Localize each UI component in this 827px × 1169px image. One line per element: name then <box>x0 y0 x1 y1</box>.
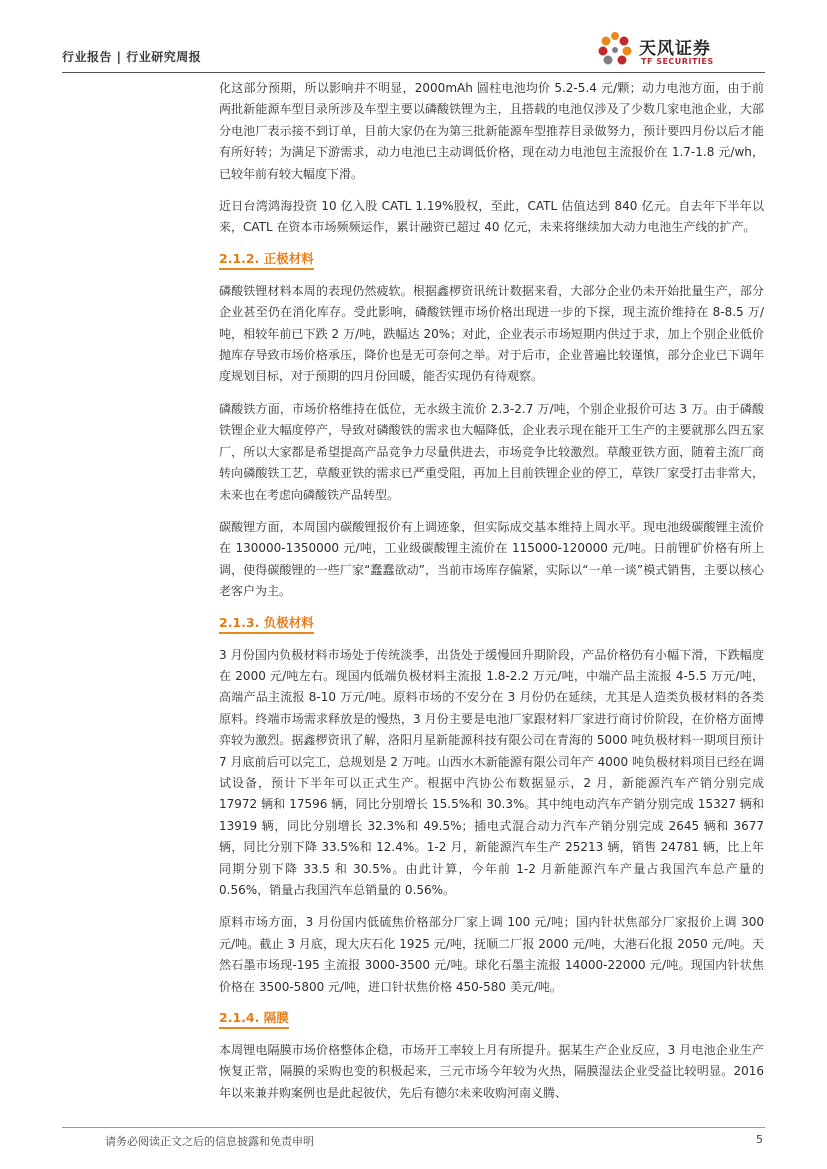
section-heading-separator <box>219 1009 764 1026</box>
page-header <box>62 28 765 74</box>
paragraph-anode-market: 3 月份国内负极材料市场处于传统淡季，出货处于缓慢回升期阶段，产品价格仍有小幅下滑，下跌幅度在 2000 元/吨左右。现国内低端负极材料主流报 1.8-2.2 万元/吨，中端产品主流报 4-5.5 万元/吨，高端产品主流报 8-10 万元/吨。原料市场的不安分在 3 月份仍在延续，尤其是人造类负极材料的各类原料。终端市场需求释放是的慢热，3 月份主要是电池厂家跟材料厂家进行商讨价阶段，在价格方面博弈较为激烈。据鑫椤资讯了解，洛阳月星新能源科技有限公司在青海的 5000 吨负极材料一期项目预计 7 月底前后可以完工，总规划是 2 万吨。山西水木新能源有限公司年产 4000 吨负极材料项目已经在调试设备，预计下半年可以正式生产。根据中汽协公布数据显示，2 月，新能源汽车产销分别完成 17972 辆和 17596 辆，同比分别增长 15.5%和 30.3%。其中纯电动汽车产销分别完成 15327 辆和 13919 辆，同比分别增长 32.3%和 49.5%；插电式混合动力汽车产销分别完成 2645 辆和 3677 辆，同比分别下降 33.5%和 12.4%。1-2 月，新能源汽车生产 25213 辆，销售 24781 辆，比上年同期分别下降 33.5 和 30.5%。由此计算，今年前 1-2 月新能源汽车产量占我国汽车总产量的 0.56%，销量占我国汽车总销量的 0.56%。 <box>219 647 764 897</box>
page-number: 5 <box>756 1133 763 1146</box>
section-heading-anode-text: 2.1.3. 负极材料 <box>219 614 314 634</box>
section-heading-anode <box>219 614 764 631</box>
paragraph-raw-materials: 原料市场方面，3 月份国内低硫焦价格部分厂家上调 100 元/吨；国内针状焦部分厂家报价上调 300 元/吨。截止 3 月底，现大庆石化 1925 元/吨，抚顺二厂报 2000 元/吨，大港石化报 2050 元/吨。天然石墨市场现-195 主流报 3000-3500 元/吨。球化石墨主流报 14000-22000 元/吨。现国内针状焦价格在 3500-5800 元/吨，进口针状焦价格 450-580 美元/吨。 <box>219 915 764 994</box>
main-content <box>219 78 764 1115</box>
footer-disclaimer-link[interactable]: 请务必阅读正文之后的信息披露和免责申明 <box>105 1135 314 1148</box>
section-heading-cathode-text: 2.1.2. 正极材料 <box>219 250 314 270</box>
paragraph-iron-phosphate: 磷酸铁方面，市场价格维持在低位，无水级主流价 2.3-2.7 万/吨，个别企业报价可达 3 万。由于磷酸铁锂企业大幅度停产，导致对磷酸铁的需求也大幅降低，企业表示现在能开工生产的主要就那么四五家厂，所以大家都是希望提高产品竞争力尽量供进去，市场竞争比较激烈。草酸亚铁方面，随着主流厂商转向磷酸铁工艺，草酸亚铁的需求已严重受阻，再加上目前铁锂企业的停工，草铁厂家受打击非常大，未来也在考虑向磷酸铁产品转型。 <box>219 401 764 502</box>
paragraph-catl-investment: 近日台湾鸿海投资 10 亿入股 CATL 1.19%股权，至此，CATL 估值达到 840 亿元。自去年下半年以来，CATL 在资本市场频频运作，累计融资已超过 40 亿元，未来将继续加大动力电池生产线的扩产。 <box>219 199 764 235</box>
tf-logo-icon <box>595 30 635 70</box>
doc-type-label: 行业报告 | 行业研究周报 <box>62 50 202 64</box>
paragraph-lithium-carbonate: 碳酸锂方面，本周国内碳酸锂报价有上调迹象，但实际成交基本维持上周水平。现电池级碳酸锂主流价在 130000-1350000 元/吨，工业级碳酸锂主流价在 115000-120000 元/吨。日前锂矿价格有所上调，使得碳酸锂的一些厂家“蠢蠢欲动”，当前市场库存偏紧，实际以“一单一谈”模式销售，主要以核心老客户为主。 <box>219 519 764 599</box>
header-divider <box>62 72 765 73</box>
section-heading-separator-text: 2.1.4. 隔膜 <box>219 1009 289 1029</box>
logo-chinese-name: 天风证券 <box>639 39 711 59</box>
paragraph-separator-market: 本周锂电隔膜市场价格整体企稳，市场开工率较上月有所提升。据某生产企业反应，3 月电池企业生产恢复正常，隔膜的采购也变的积极起来，三元市场今年较为火热，隔膜湿法企业受益比较明显。2016 年以来兼并购案例也是此起彼伏，先后有德尔未来收购河南义腾、 <box>219 1043 764 1100</box>
logo-english-name: TF SECURITIES <box>641 57 714 66</box>
section-heading-cathode <box>219 250 764 267</box>
company-logo <box>595 28 765 74</box>
paragraph-lfp-material: 磷酸铁锂材料本周的表现仍然疲软。根据鑫椤资讯统计数据来看，大部分企业仍未开始批量生产，部分企业甚至仍在消化库存。受此影响，磷酸铁锂市场价格出现进一步的下探，现主流价维持在 8-8.5 万/吨，相较年前已下跌 2 万/吨，跌幅达 20%；对此，企业表示市场短期内供过于求，加上个别企业低价抛库存导致市场价格承压，降价也是无可奈何之举。对于后市，企业普遍比较谨慎，部分企业已下调年度规划目标，对于预期的四月份回暖，能否实现仍有待观察。 <box>219 283 764 384</box>
paragraph-battery-pricing: 化这部分预期，所以影响并不明显，2000mAh 圆柱电池均价 5.2-5.4 元/颗；动力电池方面，由于前两批新能源车型目录所涉及车型主要以磷酸铁锂为主，且搭载的电池仅涉及了少数几家电池企业，大部分电池厂表示接不到订单，目前大家仍在为第三批新能源车型推荐目录做努力，预计要四月份以后才能有所好转；为满足下游需求，动力电池已主动调低价格，现在动力电池包主流报价在 1.7-1.8 元/wh，已较年前有较大幅度下滑。 <box>219 81 764 181</box>
footer-divider <box>62 1127 765 1128</box>
